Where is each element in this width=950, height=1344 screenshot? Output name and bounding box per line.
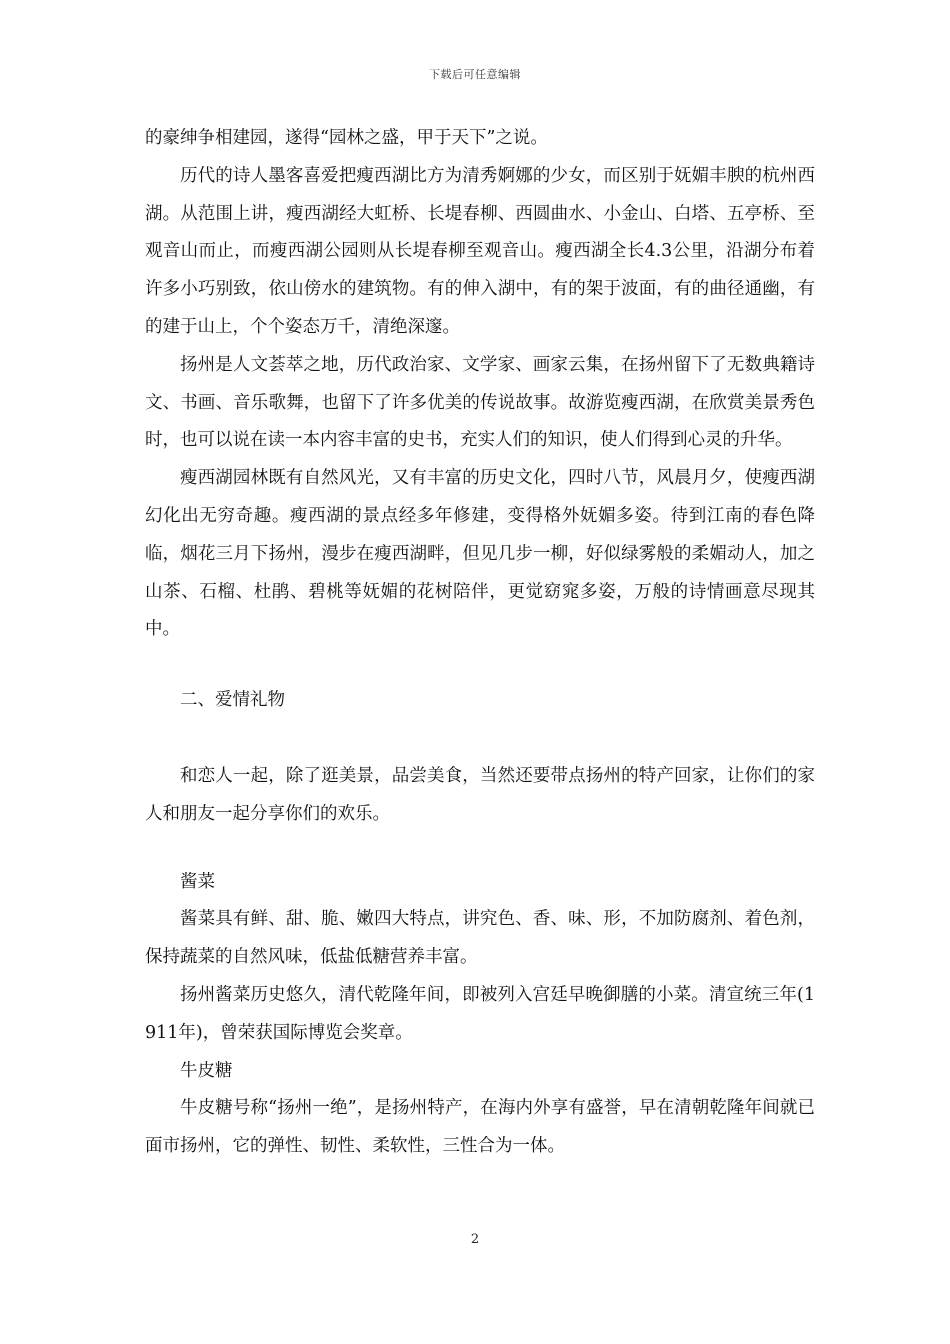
subheading-pickles: 酱菜 <box>180 871 215 892</box>
paragraph-yangzhou-culture: 扬州是人文荟萃之地，历代政治家、文学家、画家云集，在扬州留下了无数典籍诗文、书画、音乐歌舞，也留下了许多优美的传说故事。故游览瘦西湖，在欣赏美景秀色时，也可以说在读一本内容丰富的史书，充实人们的知识，使人们得到心灵的升华。 <box>145 354 815 451</box>
document-body <box>145 120 815 1166</box>
spacer <box>145 720 815 758</box>
paragraph-niupi-candy: 牛皮糖号称“扬州一绝”，是扬州特产，在海内外享有盛誉，早在清朝乾隆年间就已面市扬州，它的弹性、韧性、柔软性，三性合为一体。 <box>145 1098 815 1157</box>
section-heading-love-gifts: 二、爱情礼物 <box>180 690 285 711</box>
spacer <box>145 834 815 864</box>
page-number: 2 <box>470 1232 480 1247</box>
spacer <box>145 649 815 682</box>
subheading-niupi-candy: 牛皮糖 <box>180 1060 233 1081</box>
page-header: 下载后可任意编辑 <box>429 68 521 81</box>
paragraph-slender-west-lake-scope: 历代的诗人墨客喜爱把瘦西湖比方为清秀婀娜的少女，而区别于妩媚丰腴的杭州西湖。从范围上讲，瘦西湖经大虹桥、长堤春柳、西圆曲水、小金山、白塔、五亭桥、至观音山而止，而瘦西湖公园则从长堤春柳至观音山。瘦西湖全长4.3公里，沿湖分布着许多小巧别致，依山傍水的建筑物。有的伸入湖中，有的架于波面，有的曲径通幽，有的建于山上，个个姿态万千，清绝深邃。 <box>145 165 815 337</box>
paragraph-lake-scenery: 瘦西湖园林既有自然风光，又有丰富的历史文化，四时八节，风晨月夕，使瘦西湖幻化出无穷奇趣。瘦西湖的景点经多年修建，变得格外妩媚多姿。待到江南的春色降临，烟花三月下扬州，漫步在瘦西湖畔，但见几步一柳，好似绿雾般的柔媚动人，加之山茶、石榴、杜鹃、碧桃等妩媚的花树陪伴，更觉窈窕多姿，万般的诗情画意尽现其中。 <box>145 468 815 640</box>
paragraph-pickles-history: 扬州酱菜历史悠久，清代乾隆年间，即被列入宫廷早晚御膳的小菜。清宣统三年(1911年)，曾荣获国际博览会奖章。 <box>145 984 815 1043</box>
paragraph-garden-saying: 的豪绅争相建园，遂得“园林之盛，甲于天下”之说。 <box>145 128 548 148</box>
paragraph-gifts-intro: 和恋人一起，除了逛美景，品尝美食，当然还要带点扬州的特产回家，让你们的家人和朋友一起分享你们的欢乐。 <box>145 765 815 824</box>
paragraph-pickles-features: 酱菜具有鲜、甜、脆、嫩四大特点，讲究色、香、味、形，不加防腐剂、着色剂，保持蔬菜的自然风味，低盐低糖营养丰富。 <box>145 909 815 968</box>
